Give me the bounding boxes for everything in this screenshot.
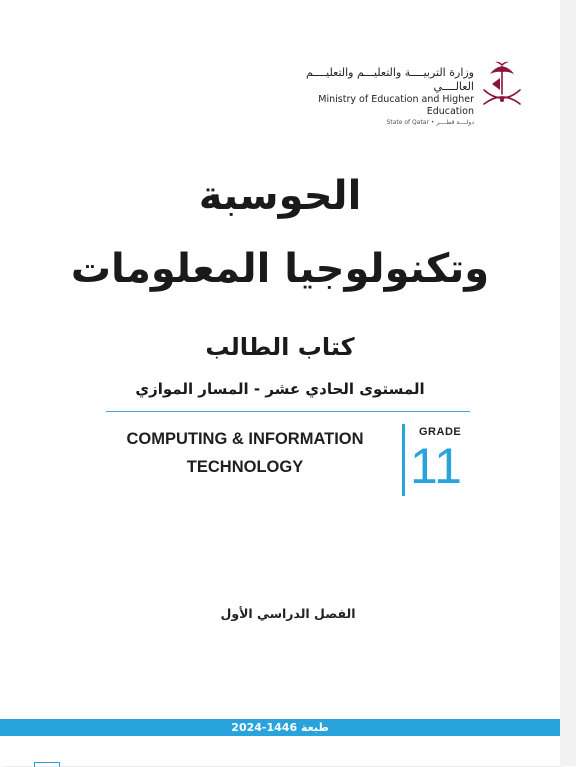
grade-separator — [402, 424, 405, 496]
book-subtitle: كتاب الطالب — [205, 333, 355, 361]
english-title — [100, 425, 390, 481]
title-line-1: الحوسبة — [198, 173, 362, 219]
ministry-state: State of Qatar • دولــــة قطــــر — [386, 119, 474, 126]
english-title-line-2: TECHNOLOGY — [186, 458, 304, 476]
edition-label: طبعة 1446-2024 — [231, 721, 329, 734]
title-line-2: وتكنولوجيا المعلومات — [70, 246, 490, 292]
ministry-text — [280, 60, 474, 128]
book-level: المستوى الحادي عشر - المسار الموازي — [135, 380, 425, 398]
grade-number: 11 — [410, 438, 462, 494]
ministry-header — [280, 60, 530, 126]
divider-line — [106, 411, 470, 412]
grade-label: GRADE — [419, 426, 462, 438]
corner-mark — [34, 762, 60, 767]
page-edge — [560, 0, 576, 766]
ministry-name-en: Ministry of Education and Higher Education — [318, 94, 474, 117]
english-title-line-1: COMPUTING & INFORMATION — [126, 430, 364, 448]
semester-label: الفصل الدراسي الأول — [220, 606, 356, 621]
ministry-name-ar: وزارة التربيــــة والتعليـــم والتعليــــم العالــــي — [305, 66, 474, 93]
qatar-emblem-icon — [478, 60, 526, 110]
